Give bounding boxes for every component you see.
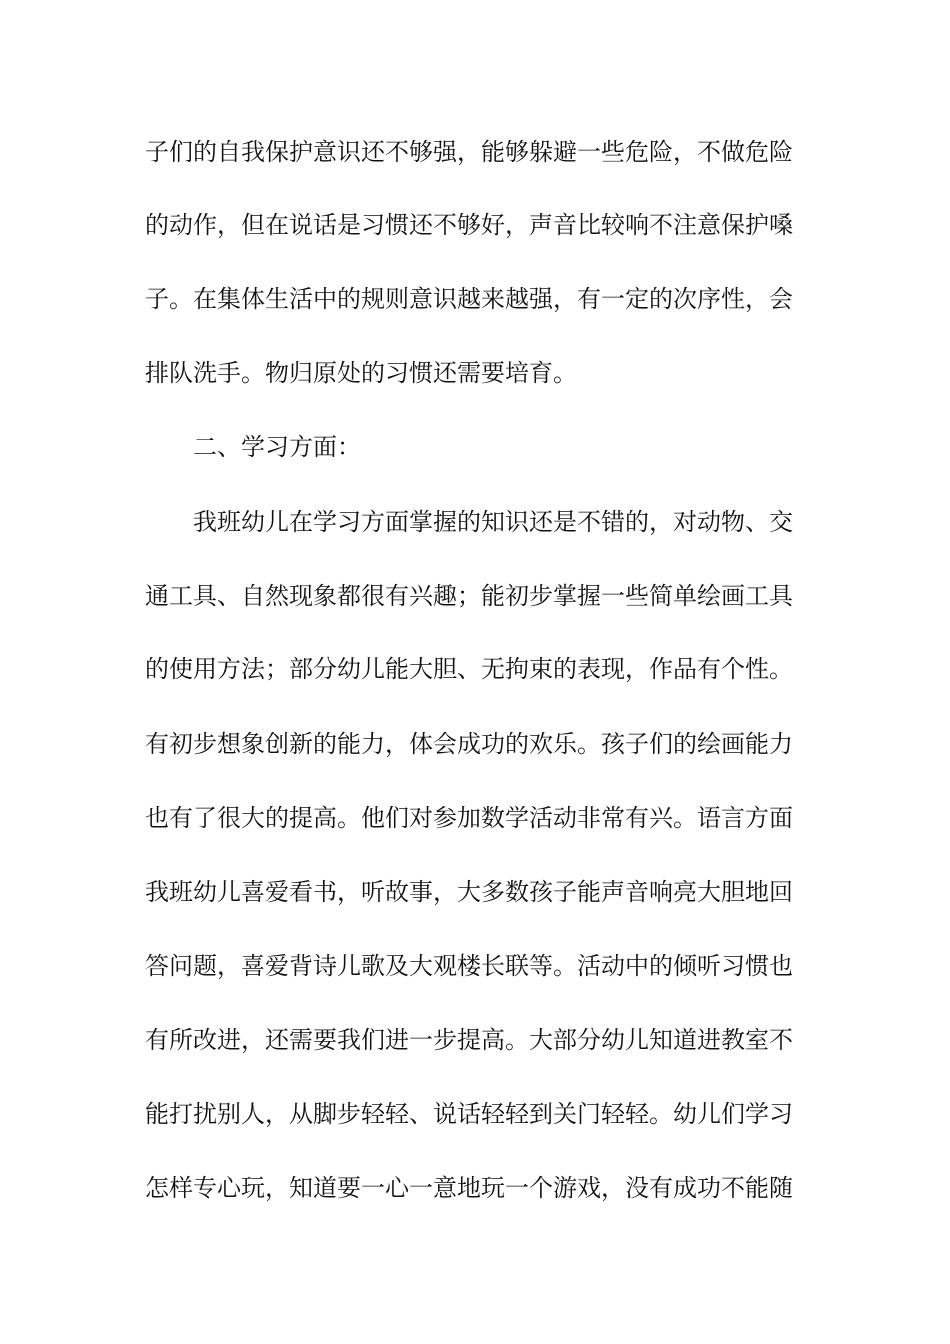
text-line: 的动作，但在说话是习惯还不够好，声音比较响不注意保护嗓 [145, 211, 793, 239]
text-line: 答问题，喜爱背诗儿歌及大观楼长联等。活动中的倾听习惯也 [145, 952, 793, 980]
text-line: 子们的自我保护意识还不够强，能够躲避一些危险，不做危险 [145, 138, 793, 166]
text-line: 排队洗手。物归原处的习惯还需要培育。 [145, 359, 577, 387]
text-line: 也有了很大的提高。他们对参加数学活动非常有兴。语言方面 [145, 804, 793, 832]
text-line: 有初步想象创新的能力，体会成功的欢乐。孩子们的绘画能力 [145, 730, 793, 758]
text-line: 通工具、自然现象都很有兴趣；能初步掌握一些简单绘画工具 [145, 582, 793, 610]
section-heading: 二、学习方面： [193, 433, 361, 461]
text-line: 能打扰别人，从脚步轻轻、说话轻轻到关门轻轻。幼儿们学习 [145, 1100, 793, 1128]
text-line: 的使用方法；部分幼儿能大胆、无拘束的表现，作品有个性。 [145, 655, 793, 683]
text-line: 我班幼儿喜爱看书，听故事，大多数孩子能声音响亮大胆地回 [145, 878, 793, 906]
text-line: 怎样专心玩，知道要一心一意地玩一个游戏，没有成功不能随 [145, 1174, 793, 1202]
text-line: 有所改进，还需要我们进一步提高。大部分幼儿知道进教室不 [145, 1026, 793, 1054]
text-line: 我班幼儿在学习方面掌握的知识还是不错的，对动物、交 [193, 508, 793, 536]
text-line: 子。在集体生活中的规则意识越来越强，有一定的次序性，会 [145, 285, 793, 313]
